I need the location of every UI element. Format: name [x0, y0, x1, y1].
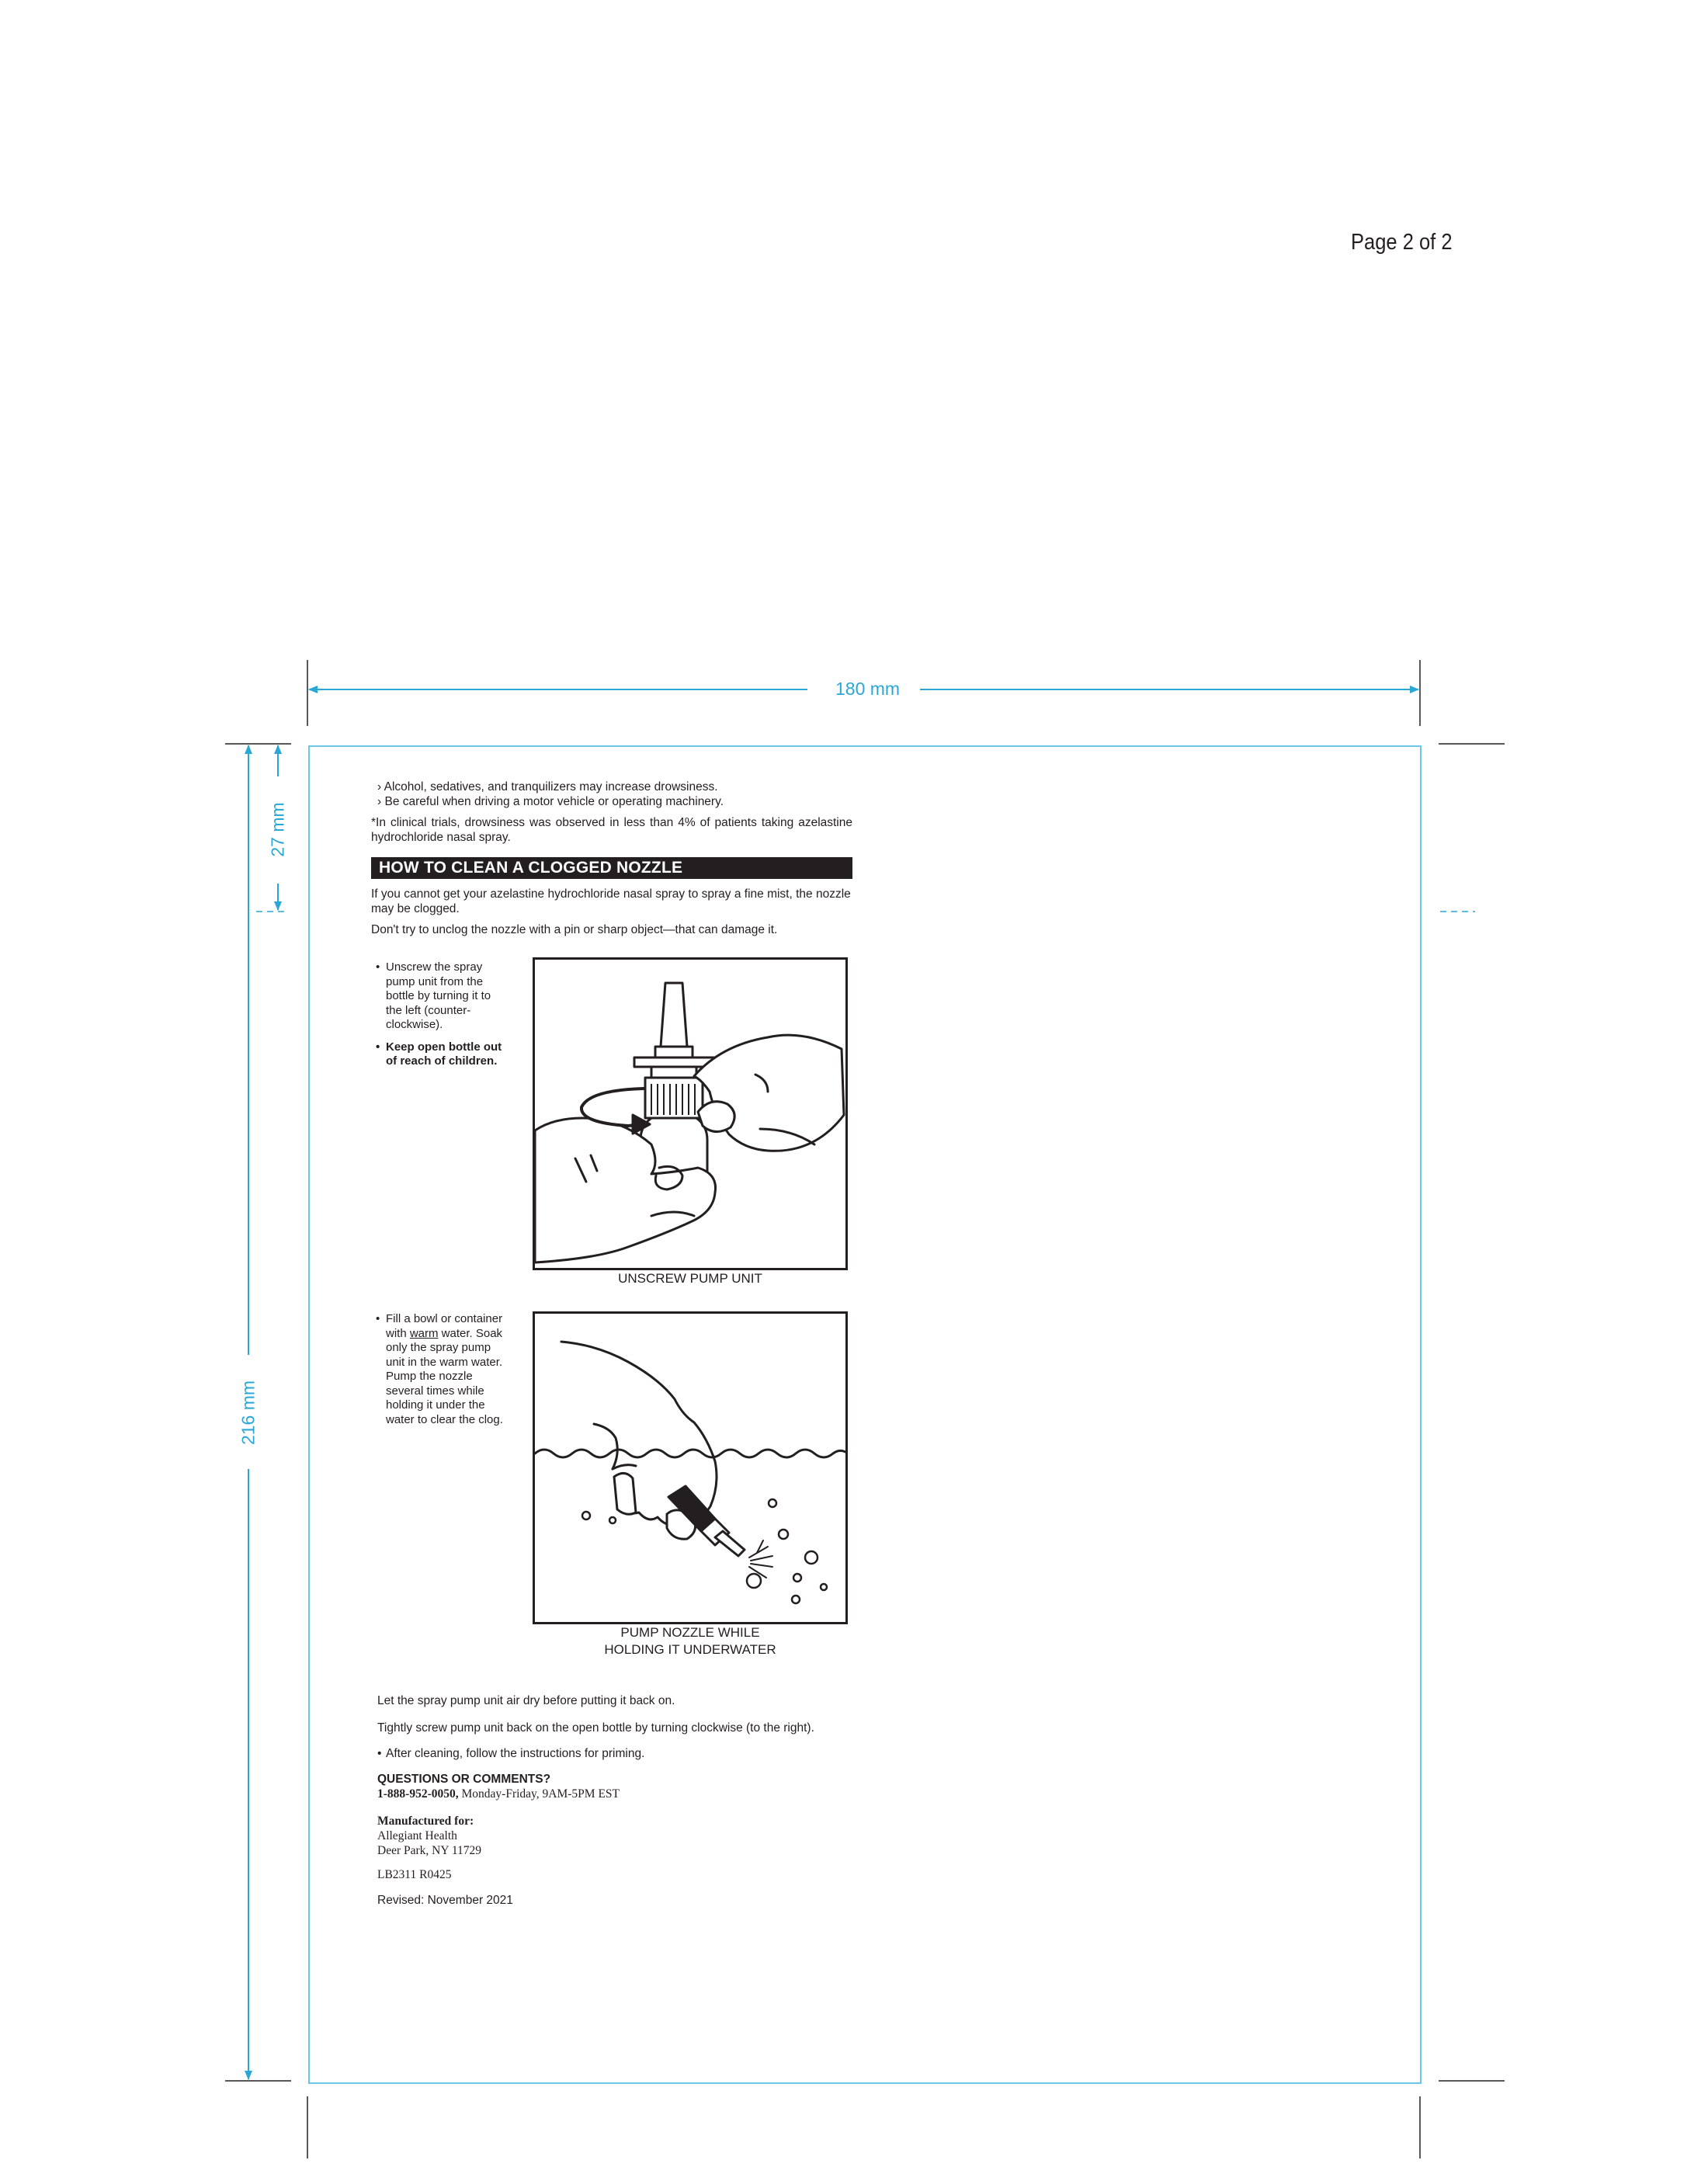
phone-number: 1-888-952-0050, [377, 1787, 459, 1801]
arrow-item [371, 780, 852, 794]
arrow-glyph: › [377, 780, 382, 794]
step2-text-part: water. Soak only the spray pump unit in the warm water. Pump the nozzle several times while holding it under the water to clear the clog. [386, 1326, 503, 1426]
step2-bullet-text [386, 1312, 512, 1427]
label-code: LB2311 R0425 [377, 1868, 452, 1881]
air-dry-instruction: Let the spray pump unit air dry before putting it back on. [377, 1694, 675, 1707]
priming-reminder-text: After cleaning, follow the instructions for priming. [386, 1747, 645, 1760]
reattach-instruction: Tightly screw pump unit back on the open bottle by turning clockwise (to the right). [377, 1721, 814, 1735]
page-number: Page 2 of 2 [1351, 230, 1453, 255]
step1-warning [376, 1040, 508, 1069]
intro-warning: Don't try to unclog the nozzle with a pin or sharp object—that can damage it. [371, 923, 778, 936]
company-address: Deer Park, NY 11729 [377, 1844, 482, 1857]
bullet-glyph: • [376, 1312, 380, 1325]
step1-bullet [376, 960, 508, 1033]
step2-underlined-word: warm [409, 1326, 439, 1340]
step2-text [376, 1312, 512, 1427]
width-dimension-label: 180 mm [835, 679, 901, 699]
pump-underwater-illustration [533, 1311, 848, 1624]
company-name: Allegiant Health [377, 1829, 457, 1842]
arrow-item-text: Alcohol, sedatives, and tranquilizers may increase drowsiness. [384, 780, 718, 794]
unscrew-pump-illustration [533, 957, 848, 1270]
height-dimension-label: 216 mm [238, 1380, 259, 1446]
step1-text [376, 960, 508, 1069]
step1-warning-text: Keep open bottle out of reach of children. [386, 1040, 502, 1068]
bullet-glyph: • [376, 960, 380, 974]
step2-bullet [376, 1312, 512, 1427]
revision-date: Revised: November 2021 [377, 1894, 513, 1907]
underwater-caption-line: PUMP NOZZLE WHILE [620, 1625, 760, 1640]
step1-bullet-text: Unscrew the spray pump unit from the bottle by turning it to the left (counter-clockwise). [386, 960, 491, 1031]
arrow-item-text: Be careful when driving a motor vehicle or operating machinery. [384, 795, 724, 808]
top-band-dimension-label: 27 mm [267, 802, 288, 857]
step2-text-part: Fill a bowl or container with [386, 1312, 503, 1340]
arrow-glyph: › [377, 795, 382, 808]
underwater-caption-line: HOLDING IT UNDERWATER [604, 1642, 776, 1657]
after-cleaning-section [377, 1693, 843, 1908]
intro-paragraph: If you cannot get your azelastine hydrochloride nasal spray to spray a fine mist, the nozzle may be clogged. [371, 887, 851, 915]
underwater-caption [533, 1624, 848, 1658]
section-title: HOW TO CLEAN A CLOGGED NOZZLE [371, 857, 852, 879]
footnote: *In clinical trials, drowsiness was observed in less than 4% of patients taking azelastine hydrochloride nasal spray. [371, 816, 852, 844]
manufactured-for-label: Manufactured for: [377, 1815, 474, 1828]
bullet-glyph: • [377, 1747, 382, 1760]
unscrew-illustration-drawing [535, 960, 845, 1268]
contact-hours: Monday-Friday, 9AM-5PM EST [458, 1787, 620, 1801]
bullet-glyph: • [376, 1040, 380, 1054]
priming-reminder [377, 1746, 843, 1761]
arrow-item [371, 794, 852, 809]
unscrew-caption: UNSCREW PUMP UNIT [618, 1271, 762, 1286]
questions-title: QUESTIONS OR COMMENTS? [377, 1773, 551, 1786]
contact-line [377, 1787, 843, 1801]
underwater-illustration-drawing [535, 1314, 845, 1622]
leaflet-column [371, 780, 852, 937]
